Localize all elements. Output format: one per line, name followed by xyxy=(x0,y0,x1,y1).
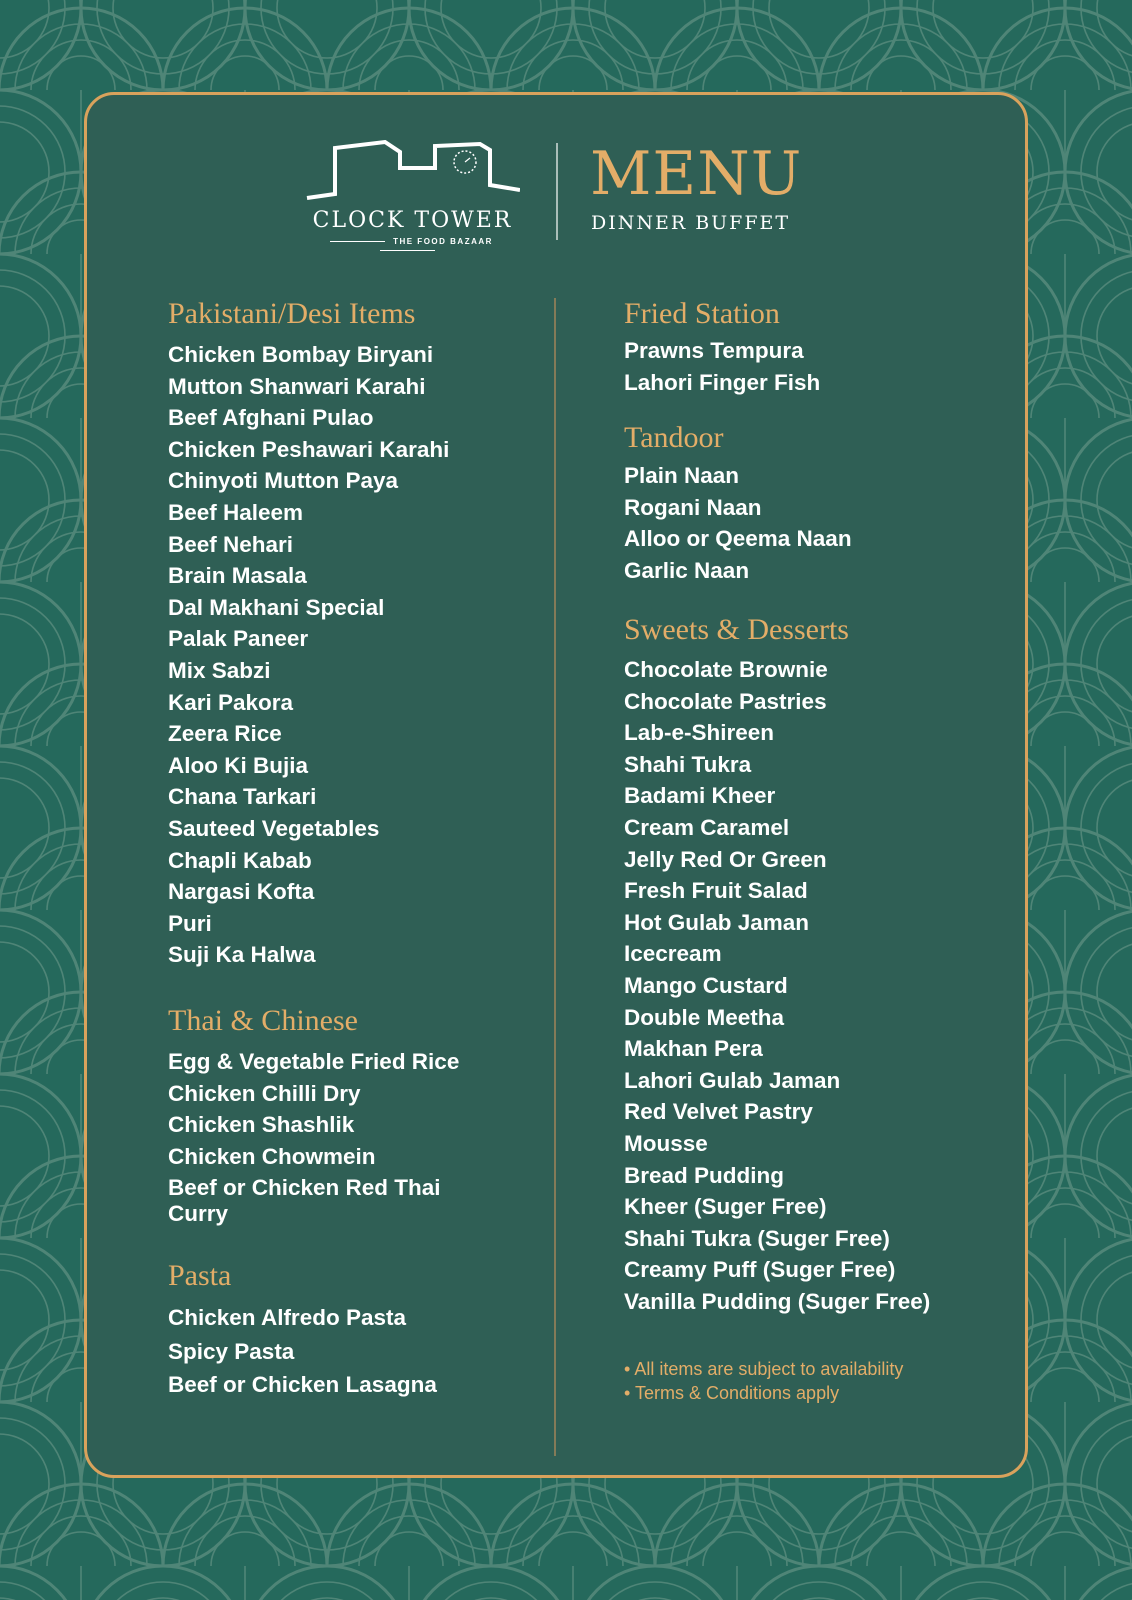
menu-item: Kari Pakora xyxy=(168,689,294,715)
clock-tower-building-icon xyxy=(305,140,520,210)
section-title: Tandoor xyxy=(624,421,724,454)
menu-item: Mix Sabzi xyxy=(168,657,271,683)
menu-item-list xyxy=(624,460,852,586)
menu-item: Icecream xyxy=(624,941,722,967)
menu-item: Palak Paneer xyxy=(168,626,309,652)
menu-item: Rogani Naan xyxy=(624,494,762,520)
menu-item: Spicy Pasta xyxy=(168,1338,295,1364)
menu-title: MENU xyxy=(590,139,803,209)
menu-item: Chicken Chowmein xyxy=(168,1143,376,1169)
menu-item: Garlic Naan xyxy=(624,557,750,583)
menu-item: Mutton Shanwari Karahi xyxy=(168,373,426,399)
menu-item: Nargasi Kofta xyxy=(168,879,315,905)
note-availability: • All items are subject to availability xyxy=(624,1357,903,1381)
note-terms: • Terms & Conditions apply xyxy=(624,1381,903,1405)
menu-item: Bread Pudding xyxy=(624,1162,785,1188)
menu-item: Lahori Gulab Jaman xyxy=(624,1067,841,1093)
section-title: Sweets & Desserts xyxy=(624,613,849,646)
menu-item: Plain Naan xyxy=(624,463,740,488)
menu-item: Chocolate Brownie xyxy=(624,657,828,682)
menu-item-list xyxy=(168,339,449,971)
menu-item: Brain Masala xyxy=(168,563,307,589)
menu-item: Beef or Chicken Lasagna xyxy=(168,1372,437,1397)
column-divider xyxy=(554,298,556,1456)
menu-item: Alloo or Qeema Naan xyxy=(624,526,852,552)
menu-item: Badami Kheer xyxy=(624,783,776,809)
menu-item: Beef Haleem xyxy=(168,499,304,525)
menu-item: Chicken Shashlik xyxy=(168,1112,355,1138)
menu-item: Chana Tarkari xyxy=(168,784,317,810)
menu-item: Creamy Puff (Suger Free) xyxy=(624,1257,896,1283)
menu-item: Chocolate Pastries xyxy=(624,688,827,714)
menu-item: Sauteed Vegetables xyxy=(168,815,380,841)
menu-item: Shahi Tukra xyxy=(624,751,752,777)
section-fried-station xyxy=(624,297,820,398)
menu-item: Aloo Ki Bujia xyxy=(168,752,308,778)
menu-item: Puri xyxy=(168,910,212,936)
brand-tagline: THE FOOD BAZAAR xyxy=(305,237,510,255)
section-title: Fried Station xyxy=(624,297,780,330)
menu-item: Zeera Rice xyxy=(168,721,282,747)
section-tandoor xyxy=(624,421,852,586)
brand-name: CLOCK TOWER xyxy=(312,208,513,233)
menu-item-list xyxy=(168,1046,488,1227)
menu-item: Vanilla Pudding (Suger Free) xyxy=(624,1288,931,1314)
menu-item: Lab-e-Shireen xyxy=(624,720,775,746)
menu-item: Chicken Alfredo Pasta xyxy=(168,1305,406,1330)
menu-item: Chicken Chilli Dry xyxy=(168,1080,361,1106)
menu-item: Egg & Vegetable Fried Rice xyxy=(168,1049,460,1074)
menu-item: Prawns Tempura xyxy=(624,338,804,363)
menu-item: Beef Afghani Pulao xyxy=(168,405,374,431)
menu-notes xyxy=(624,1357,903,1405)
menu-item: Makhan Pera xyxy=(624,1036,763,1062)
menu-subtitle: DINNER BUFFET xyxy=(591,212,791,234)
section-sweets-desserts xyxy=(624,613,930,1317)
menu-item: Shahi Tukra (Suger Free) xyxy=(624,1225,890,1251)
menu-item: Beef Nehari xyxy=(168,531,294,557)
menu-item: Red Velvet Pastry xyxy=(624,1099,813,1125)
menu-item: Jelly Red Or Green xyxy=(624,846,827,872)
menu-item: Beef or Chicken Red Thai Curry xyxy=(168,1175,441,1227)
section-title: Thai & Chinese xyxy=(168,1004,358,1037)
menu-item: Kheer (Suger Free) xyxy=(624,1194,827,1220)
menu-item: Dal Makhani Special xyxy=(168,594,385,620)
section-title: Pakistani/Desi Items xyxy=(168,297,416,330)
header-divider xyxy=(556,143,558,240)
menu-item: Suji Ka Halwa xyxy=(168,942,316,968)
menu-item: Hot Gulab Jaman xyxy=(624,909,810,935)
section-thai-chinese xyxy=(168,1004,488,1227)
menu-item: Mousse xyxy=(624,1130,708,1156)
menu-item-list xyxy=(624,654,930,1317)
section-title: Pasta xyxy=(168,1259,232,1292)
menu-item-list xyxy=(624,335,820,398)
clock-tower-logo xyxy=(305,140,520,250)
menu-item: Lahori Finger Fish xyxy=(624,369,821,395)
menu-item: Chapli Kabab xyxy=(168,847,312,873)
section-desi xyxy=(168,297,449,971)
menu-item: Double Meetha xyxy=(624,1004,785,1030)
menu-item: Mango Custard xyxy=(624,972,788,998)
menu-item: Cream Caramel xyxy=(624,814,790,840)
menu-item-list xyxy=(168,1301,437,1402)
menu-item: Fresh Fruit Salad xyxy=(624,878,808,904)
menu-item: Chinyoti Mutton Paya xyxy=(168,468,398,494)
section-pasta xyxy=(168,1259,437,1402)
menu-item: Chicken Peshawari Karahi xyxy=(168,436,450,462)
menu-item: Chicken Bombay Biryani xyxy=(168,342,434,367)
